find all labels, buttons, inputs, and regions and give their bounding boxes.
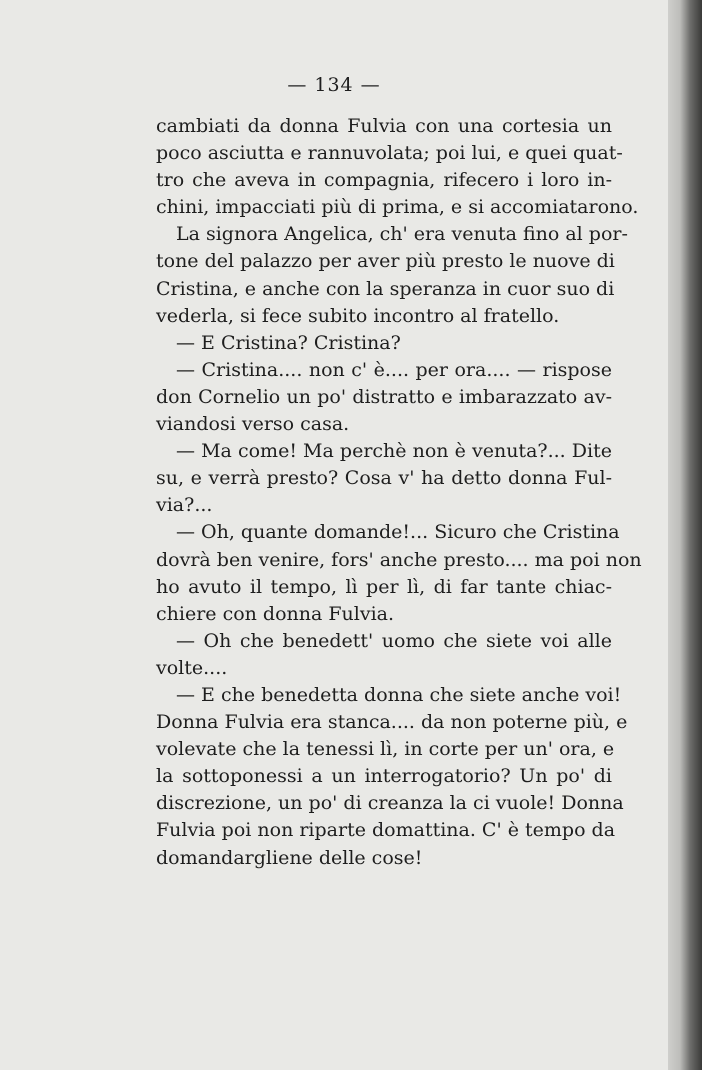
text-line: Fulvia poi non riparte domattina. C' è tempo da xyxy=(156,819,616,842)
text-line: la sottoponessi a un interrogatorio? Un po' di xyxy=(156,765,612,788)
text-line: tro che aveva in compagnia, rifecero i loro in- xyxy=(156,169,612,192)
text-line: — Oh che benedett' uomo che siete voi alle xyxy=(176,629,612,652)
text-line: Donna Fulvia era stanca.... da non poterne più, e xyxy=(156,711,628,734)
text-line: — E Cristina? Cristina? xyxy=(176,331,401,354)
text-line: vederla, si fece subito incontro al fratello. xyxy=(156,304,560,327)
text-line: dovrà ben venire, fors' anche presto.... ma poi non xyxy=(156,548,642,571)
book-spine-edge xyxy=(668,0,702,1070)
text-line: ho avuto il tempo, lì per lì, di far tante chiac- xyxy=(156,575,612,598)
text-line: La signora Angelica, ch' era venuta fino al por- xyxy=(176,223,628,246)
text-line: — Oh, quante domande!... Sicuro che Cristina xyxy=(176,521,620,544)
text-line: via?... xyxy=(156,494,213,517)
page-number: — 134 — xyxy=(287,74,381,96)
text-line: chini, impacciati più di prima, e si accomiatarono. xyxy=(156,196,639,219)
text-line: chiere con donna Fulvia. xyxy=(156,602,395,625)
text-line: volte.... xyxy=(156,656,228,679)
text-line: — Ma come! Ma perchè non è venuta?... Dite xyxy=(176,440,612,463)
text-line: su, e verrà presto? Cosa v' ha detto donna Ful- xyxy=(156,467,612,490)
text-line: volevate che la tenessi lì, in corte per un' ora, e xyxy=(156,738,615,761)
text-line: — E che benedetta donna che siete anche voi! xyxy=(176,683,622,706)
text-line: domandargliene delle cose! xyxy=(156,846,423,869)
text-line: viandosi verso casa. xyxy=(156,413,350,436)
text-line: don Cornelio un po' distratto e imbarazzato av- xyxy=(156,385,612,408)
text-line: tone del palazzo per aver più presto le nuove di xyxy=(156,250,615,273)
text-line: Cristina, e anche con la speranza in cuor suo di xyxy=(156,277,615,300)
text-line: discrezione, un po' di creanza la ci vuole! Donna xyxy=(156,792,624,815)
text-line: — Cristina.... non c' è.... per ora.... — rispose xyxy=(176,358,612,381)
body-text xyxy=(156,113,642,872)
text-line: cambiati da donna Fulvia con una cortesia un xyxy=(156,115,612,137)
text-line: poco asciutta e rannuvolata; poi lui, e quei quat- xyxy=(156,142,623,165)
